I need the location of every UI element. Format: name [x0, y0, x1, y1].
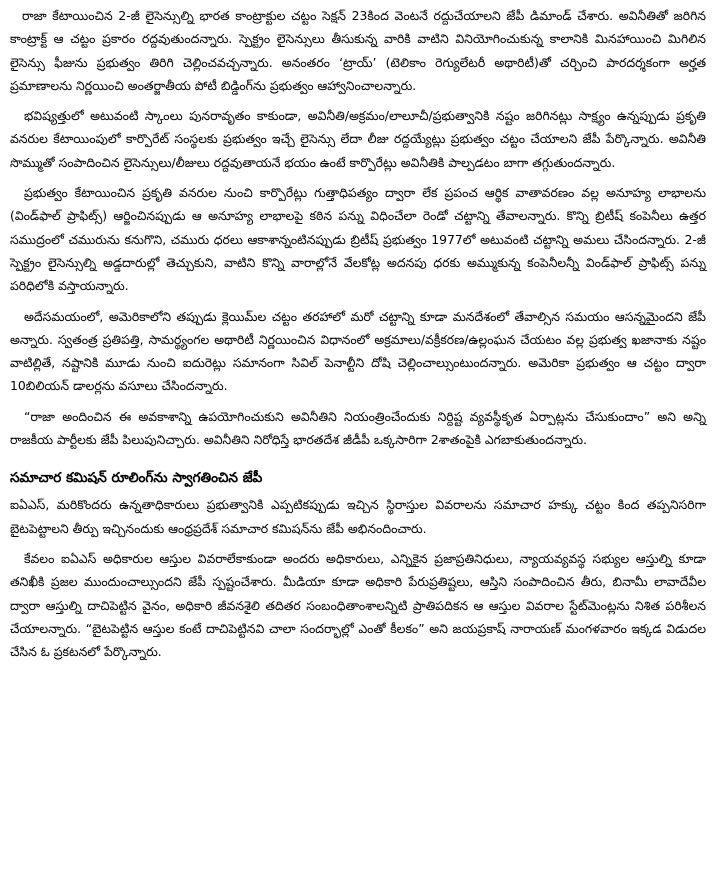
paragraph-windfall-profits-tax: ప్రభుత్వం కేటాయించిన ప్రకృతి వనరుల నుంచి కార్పొరేట్లు గుత్తాధిపత్యం ద్వారా లేక ప్రపంచ ఆర్థిక వాతావరణం వల్ల అనూహ్య లాభాలను (విండ్‌ఫాల్ ప్రాఫిట్స్) ఆర్జించినప్పుడు ఆ అనూహ్య లాభాలపై కఠిన పన్ను విధించేలా రెండో చట్టాన్ని తేవాలన్నారు. కొన్ని బ్రిటీష్ కంపెనీలు ఉత్తర సముద్రంలో చమురును కనుగొని, చమురు ధరలు ఆకాశాన్నంటినప్పుడు బ్రిటీష్ ప్రభుత్వం 1977లో అటువంటి చట్టాన్ని అమలు చేసిందన్నారు. 2-జీ స్పెక్ట్రం లైసెన్సుల్ని అడ్డదారుల్లో తెచ్చుకుని, వాటిని కొన్ని వారాల్లోనే వేలకోట్ల అదనపు ధరకు అమ్ముకున్న కంపెనీలన్నీ విండ్‌ఫాల్ ప్రాఫిట్స్ పన్ను పరిధిలోకి వస్తాయన్నారు. — [10, 185, 706, 294]
paragraph-call-to-parties: “రాజా అందించిన ఈ అవకాశాన్ని ఉపయోగించుకుని అవినీతిని నియంత్రించేందుకు నిర్దిష్ట వ్యవస్థీకృత ఏర్పాట్లను చేసుకుందాం” అని అన్ని రాజకీయ పార్టీలకు జేపీ పిలుపునిచ్చారు. అవినీతిని నిరోధిస్తే భారతదేశ జీడీపీ ఒక్కసారిగా 2శాతంపైకి ఎగబాకుతుందన్నారు. — [10, 408, 706, 448]
paragraph-license-cancellation: రాజా కేటాయించిన 2-జీ లైసెన్సుల్ని భారత కాంట్రాక్టుల చట్టం సెక్షన్ 23కింద వెంటనే రద్దుచేయాలని జేపీ డిమాండ్ చేశారు. అవినీతితో జరిగిన కాంట్రాక్ట్ ఆ చట్టం ప్రకారం రద్దవుతుందన్నారు. స్పెక్ట్రం లైసెన్సులు తీసుకున్న వారికి వాటిని వినియోగించుకున్న కాలానికి మినహాయించి మిగిలిన లైసెన్సు ఫీజును ప్రభుత్వం తిరిగి చెల్లించవచ్చన్నారు. అనంతరం ‘ట్రాయ్’ (టెలికాం రెగ్యులేటరీ అథారిటీ)తో చర్చించి పారదర్శకంగా అర్హత ప్రమాణాలను నిర్ణయించి అంతర్జాతీయ పోటీ బిడ్డింగ్‌ను ప్రభుత్వం ఆహ్వానించాలన్నారు. — [10, 8, 706, 93]
paragraph-false-claims-act: అదేసమయంలో, అమెరికాలోని తప్పుడు క్లెయిమ్‌ల చట్టం తరహాలో మరో చట్టాన్ని కూడా మనదేశంలో తేవాల్సిన సమయం ఆసన్నమైందని జేపీ అన్నారు. స్వతంత్ర ప్రతిపత్తి, సామర్థ్యంగల అథారిటీ నిర్ణయించిన విధానంలో అక్రమాలు/వక్రీకరణ/ఉల్లంఘన చేయటం వల్ల ప్రభుత్వ ఖజానాకు నష్టం వాటిల్లితే, నష్టానికి మూడు నుంచి ఐదురెట్లు సమానంగా సివిల్ పెనాల్టీని దోషి చెల్లించాల్సుంటుందన్నారు. అమెరికా ప్రభుత్వం ఆ చట్టం ద్వారా 10బిలియన్ డాలర్లను వసూలు చేసిందన్నారు. — [10, 308, 706, 394]
paragraph-future-scams-law: భవిష్యత్తులో అటువంటి స్కాంలు పునరావృతం కాకుండా, అవినీతి/అక్రమం/లాలూచీ/ప్రభుత్వానికి నష్టం జరిగినట్లు సాక్ష్యం ఉన్నప్పుడు ప్రకృతి వనరుల కేటాయింపులో కార్పొరేట్ సంస్థలకు ప్రభుత్వం ఇచ్చే లైసెన్సు లేదా లీజు రద్దయ్యేట్లు ప్రభుత్వం చట్టం చేయాలని జేపీ పేర్కొన్నారు. అవినీతి సొమ్ముతో సంపాదించిన లైసెన్సులు/లీజులు రద్దవుతాయనే భయం ఉంటే కార్పొరేట్లు అవినీతికి పాల్పడటం బాగా తగ్గుతుందన్నారు. — [10, 108, 706, 170]
section-heading-information-commission: సమాచార కమిషన్ రూలింగ్‌ను స్వాగతించిన జేపీ — [10, 470, 263, 487]
paragraph-commission-ruling: ఐఏఎస్, మరికొందరు ఉన్నతాధికారులు ప్రభుత్వానికి ఎప్పటికప్పుడు ఇచ్చిన స్థిరాస్తుల వివరాలను సమాచార హక్కు చట్టం కింద తప్పనిసరిగా బైటపెట్టాలని తీర్పు ఇచ్చినందుకు ఆంధ్రప్రదేశ్ సమాచార కమిషన్‌ను జేపీ అభినందించారు. — [10, 497, 706, 536]
paragraph-asset-disclosure: కేవలం ఐఏఎస్ అధికారుల ఆస్తుల వివరాలేకాకుండా అందరు అధికారులు, ఎన్నికైన ప్రజాప్రతినిధులు, న్యాయవ్యవస్థ సభ్యుల ఆస్తుల్ని కూడా తనిఖీకి ప్రజల ముందుంచాల్సుందని జేపీ స్పష్టంచేశారు. మీడియా కూడా అధికారి పేరుప్రతిష్టలు, ఆస్తిని సంపాదించిన తీరు, బినామీ లావాదేవీల ద్వారా ఆస్తుల్ని దాచిపెట్టిన వైనం, అధికారి జీవనశైలి తదితర సంబంధితాంశాలన్నిటి ప్రాతిపదికన ఆ ఆస్తుల వివరాల స్టేట్‌మెంట్లను నిశిత పరిశీలన చేయాలన్నారు. “బైటపెట్టిన ఆస్తుల కంటే దాచిపెట్టినవి చాలా సందర్భాల్లో ఎంతో కీలకం” అని జయప్రకాష్ నారాయణ్ మంగళవారం ఇక్కడ విడుదల చేసిన ఓ ప్రకటనలో పేర్కొన్నారు. — [10, 550, 706, 660]
